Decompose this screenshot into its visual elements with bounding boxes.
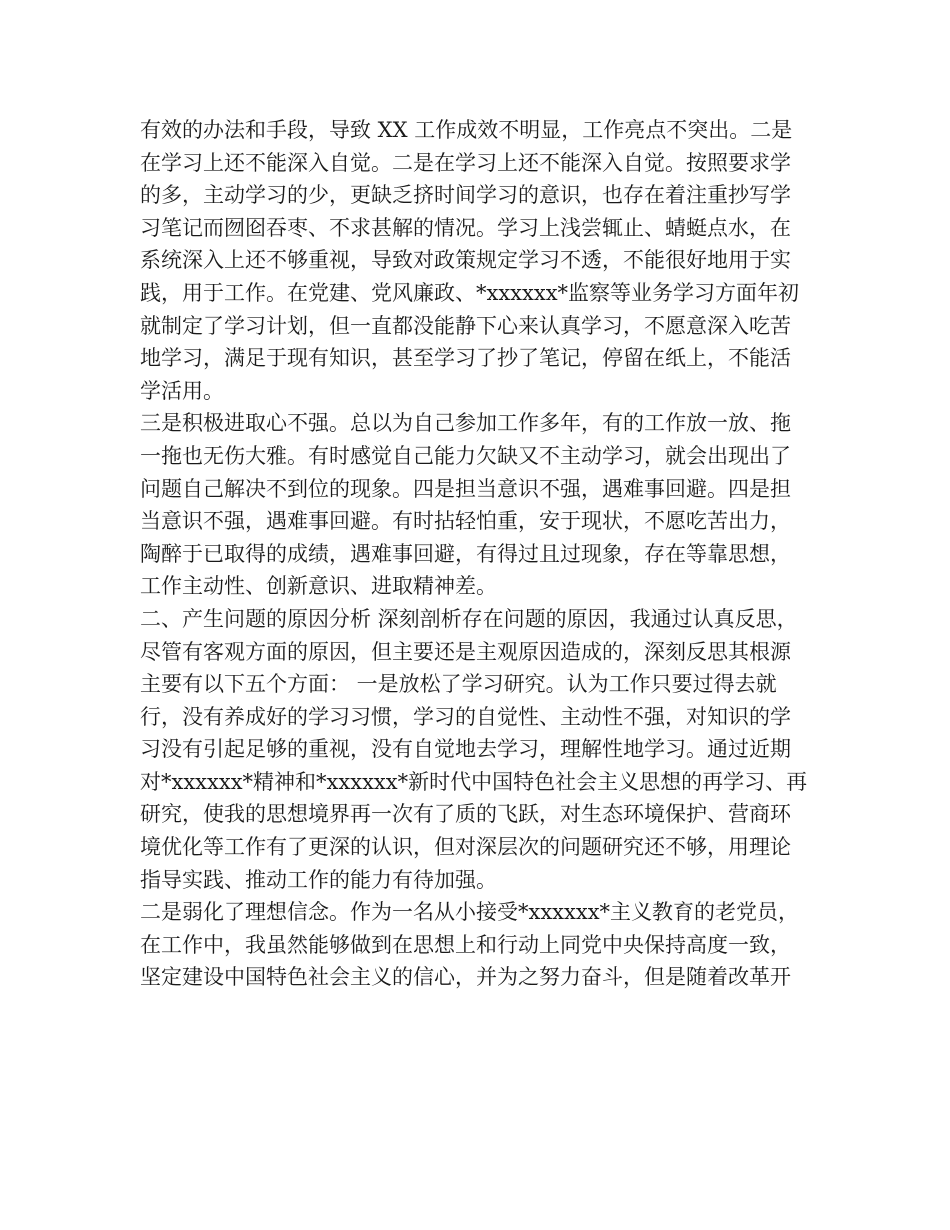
text-line: 习没有引起足够的重视，没有自觉地去学习，理解性地学习。通过近期 <box>140 737 791 762</box>
text-line: 问题自己解决不到位的现象。四是担当意识不强，遇难事回避。四是担 <box>140 476 791 501</box>
text-line: 系统深入上还不够重视，导致对政策规定学习不透，不能很好地用于实 <box>140 248 791 273</box>
text-line: 对*xxxxxx*精神和*xxxxxx*新时代中国特色社会主义思想的再学习、再 <box>140 769 808 794</box>
text-line: 在学习上还不能深入自觉。二是在学习上还不能深入自觉。按照要求学 <box>140 150 791 175</box>
text-line: 有效的办法和手段，导致 XX 工作成效不明显，工作亮点不突出。二是 <box>140 118 793 142</box>
document-body-text <box>140 114 830 994</box>
text-line: 就制定了学习计划，但一直都没能静下心来认真学习，不愿意深入吃苦 <box>140 313 791 338</box>
text-line: 研究，使我的思想境界再一次有了质的飞跃，对生态环境保护、营商环 <box>140 802 791 827</box>
text-line: 工作主动性、创新意识、进取精神差。 <box>140 574 497 599</box>
text-line: 尽管有客观方面的原因，但主要还是主观原因造成的，深刻反思其根源 <box>140 639 791 664</box>
text-line: 地学习，满足于现有知识，甚至学习了抄了笔记，停留在纸上，不能活 <box>140 346 791 371</box>
text-line: 践，用于工作。在党建、党风廉政、*xxxxxx*监察等业务学习方面年初 <box>140 280 800 305</box>
text-line: 一拖也无伤大雅。有时感觉自己能力欠缺又不主动学习，就会出现出了 <box>140 443 791 468</box>
text-line: 二是弱化了理想信念。作为一名从小接受*xxxxxx*主义教育的老党员， <box>140 900 800 925</box>
text-line: 主要有以下五个方面： 一是放松了学习研究。认为工作只要过得去就 <box>140 672 777 697</box>
text-line: 在工作中，我虽然能够做到在思想上和行动上同党中央保持高度一致， <box>140 932 791 957</box>
text-line: 行，没有养成好的学习习惯，学习的自觉性、主动性不强，对知识的学 <box>140 704 791 729</box>
text-line: 习笔记而囫囵吞枣、不求甚解的情况。学习上浅尝辄止、蜻蜓点水，在 <box>140 215 791 240</box>
text-line: 境优化等工作有了更深的认识，但对深层次的问题研究还不够，用理论 <box>140 835 791 860</box>
text-line: 坚定建设中国特色社会主义的信心，并为之努力奋斗，但是随着改革开 <box>140 965 791 990</box>
text-line: 陶醉于已取得的成绩，遇难事回避，有得过且过现象，存在等靠思想， <box>140 541 791 566</box>
text-line: 二、产生问题的原因分析 深刻剖析存在问题的原因，我通过认真反思， <box>140 606 798 631</box>
text-line: 的多，主动学习的少，更缺乏挤时间学习的意识，也存在着注重抄写学 <box>140 183 791 208</box>
text-line: 三是积极进取心不强。总以为自己参加工作多年，有的工作放一放、拖 <box>140 411 791 436</box>
text-line: 学活用。 <box>140 378 224 403</box>
text-line: 指导实践、推动工作的能力有待加强。 <box>140 867 497 892</box>
text-line: 当意识不强，遇难事回避。有时拈轻怕重，安于现状，不愿吃苦出力， <box>140 509 791 534</box>
